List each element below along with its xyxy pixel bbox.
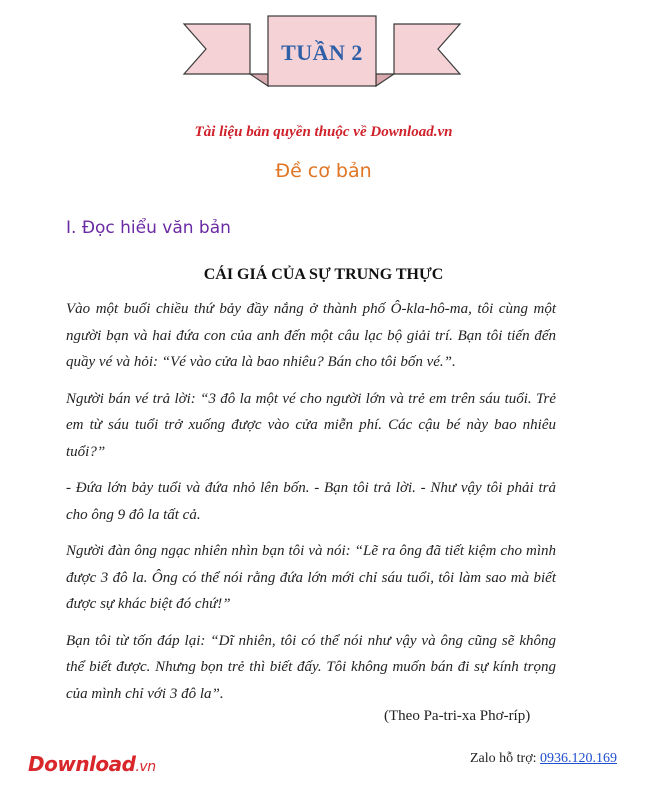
download-logo[interactable] [28, 752, 156, 776]
logo-main-text: Download [28, 752, 136, 776]
week-title: TUẦN 2 [281, 40, 363, 65]
story-body [66, 296, 556, 717]
story-paragraph: Người bán vé trả lời: “3 đô la một vé cho người lớn và trẻ em trên sáu tuổi. Trẻ em từ sáu tuổi trở xuống được vào cửa miễn phí. Các cậu bé này bao nhiêu tuổi?” [66, 390, 556, 460]
story-paragraph: - Đứa lớn bảy tuổi và đứa nhỏ lên bốn. - Bạn tôi trả lời. - Như vậy tôi phải trả cho ông 9 đô la tất cả. [66, 480, 556, 523]
story-source: (Theo Pa-tri-xa Phơ-ríp) [384, 708, 531, 724]
story-paragraph: Vào một buổi chiều thứ bảy đầy nắng ở thành phố Ô-kla-hô-ma, tôi cùng một người bạn và hai đứa con của anh đến một câu lạc bộ giải trí. Bạn tôi tiến đến quầy vé và hỏi: “Vé vào cửa là bao nhiêu? Bán cho tôi bốn vé.”. [66, 301, 556, 370]
difficulty-level: Đề cơ bản [275, 160, 372, 182]
zalo-label: Zalo hỗ trợ: [470, 751, 540, 766]
story-title: CÁI GIÁ CỦA SỰ TRUNG THỰC [203, 266, 444, 283]
zalo-phone-link[interactable]: 0936.120.169 [540, 751, 617, 766]
section-heading: I. Đọc hiểu văn bản [66, 218, 231, 238]
copyright-notice: Tài liệu bản quyền thuộc về Download.vn [194, 124, 453, 140]
story-paragraph: Bạn tôi từ tốn đáp lại: “Dĩ nhiên, tôi có thể nói như vậy và ông cũng sẽ không thể biết được. Nhưng bọn trẻ thì biết đấy. Tôi không muốn bán đi sự kính trọng của mình chỉ với 3 đô la”. [66, 632, 556, 702]
week-ribbon [182, 12, 462, 92]
logo-tld-text: .vn [135, 759, 156, 775]
zalo-support [470, 751, 617, 767]
story-paragraph: Người đàn ông ngạc nhiên nhìn bạn tôi và nói: “Lẽ ra ông đã tiết kiệm cho mình được 3 đô la. Ông có thể nói rằng đứa lớn mới chỉ sáu tuổi, tôi làm sao mà biết được sự khác biệt đó chứ!” [66, 543, 556, 612]
